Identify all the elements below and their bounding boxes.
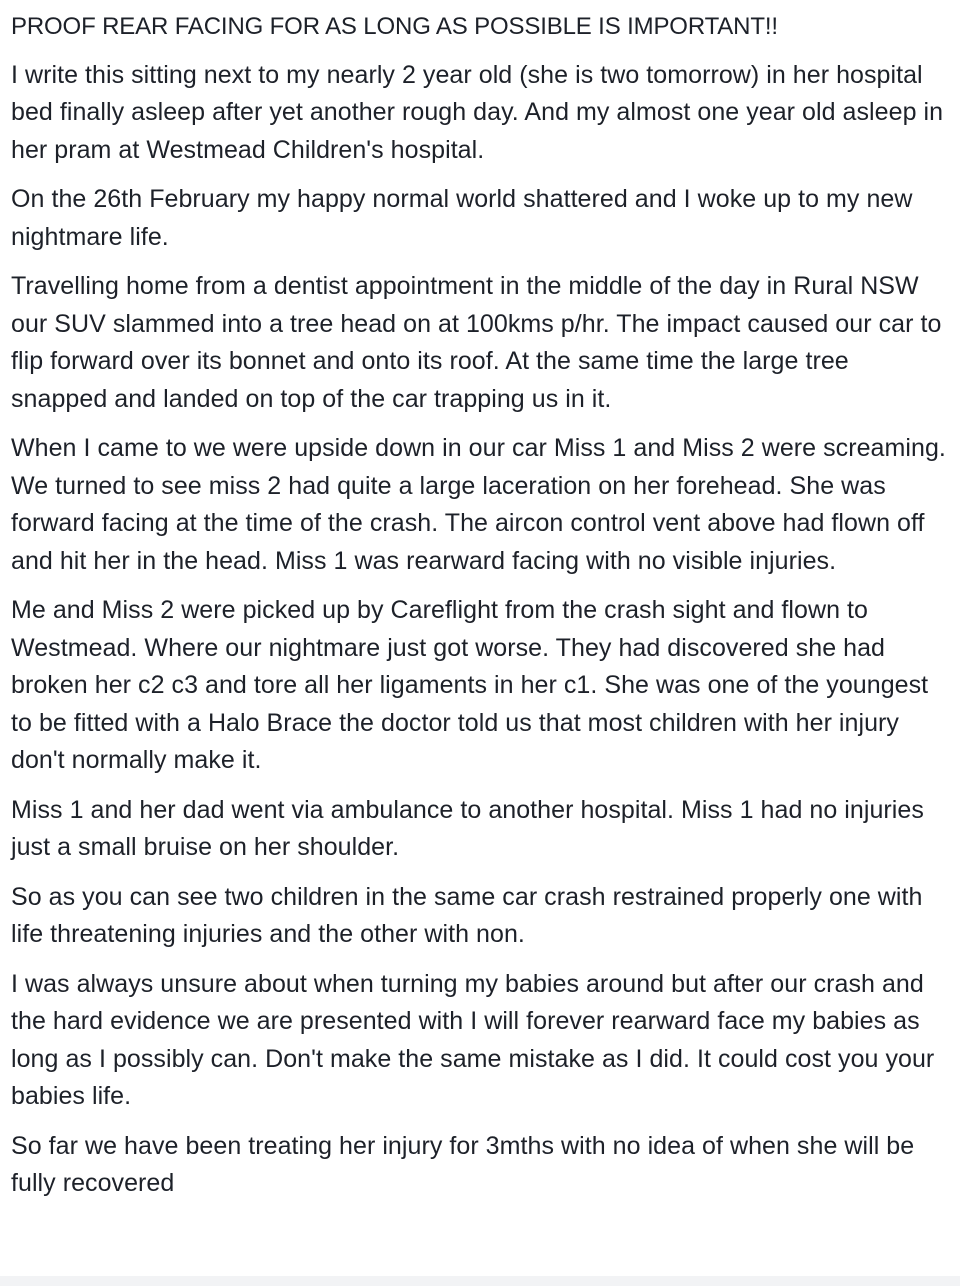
post-paragraph: So as you can see two children in the same car crash restrained properly one with life threatening injuries and the other with non. [11,882,923,948]
page-footer-divider [0,1276,960,1286]
post-headline: PROOF REAR FACING FOR AS LONG AS POSSIBLE IS IMPORTANT!! [11,13,778,40]
post-paragraph: Me and Miss 2 were picked up by Careflight from the crash sight and flown to Westmead. Where our nightmare just got worse. They had discovered she had broken her c2 c3 and tore all her ligaments in her c1. She was one of the youngest to be fitted with a Halo Brace the doctor told us that most children with her injury don't normally make it. [11,596,929,774]
post-paragraph: Miss 1 and her dad went via ambulance to another hospital. Miss 1 had no injuries just a small bruise on her shoulder. [11,795,924,861]
post-paragraph: On the 26th February my happy normal world shattered and I woke up to my new nightmare life. [11,185,913,251]
post-paragraph: I was always unsure about when turning my babies around but after our crash and the hard evidence we are presented with I will forever rearward face my babies as long as I possibly can. Don't make the same mistake as I did. It could cost you your babies life. [11,969,935,1110]
post-paragraph: So far we have been treating her injury for 3mths with no idea of when she will be fully recovered [11,1131,915,1197]
post-paragraph: When I came to we were upside down in our car Miss 1 and Miss 2 were screaming. We turned to see miss 2 had quite a large laceration on her forehead. She was forward facing at the time of the crash. The aircon control vent above had flown off and hit her in the head. Miss 1 was rearward facing with no visible injuries. [11,434,946,575]
post-body [11,8,951,1215]
post-paragraph: I write this sitting next to my nearly 2 year old (she is two tomorrow) in her hospital bed finally asleep after yet another rough day. And my almost one year old asleep in her pram at Westmead Children's hospital. [11,60,944,164]
post-paragraph: Travelling home from a dentist appointment in the middle of the day in Rural NSW our SUV slammed into a tree head on at 100kms p/hr. The impact caused our car to flip forward over its bonnet and onto its roof. At the same time the large tree snapped and landed on top of the car trapping us in it. [11,272,942,413]
